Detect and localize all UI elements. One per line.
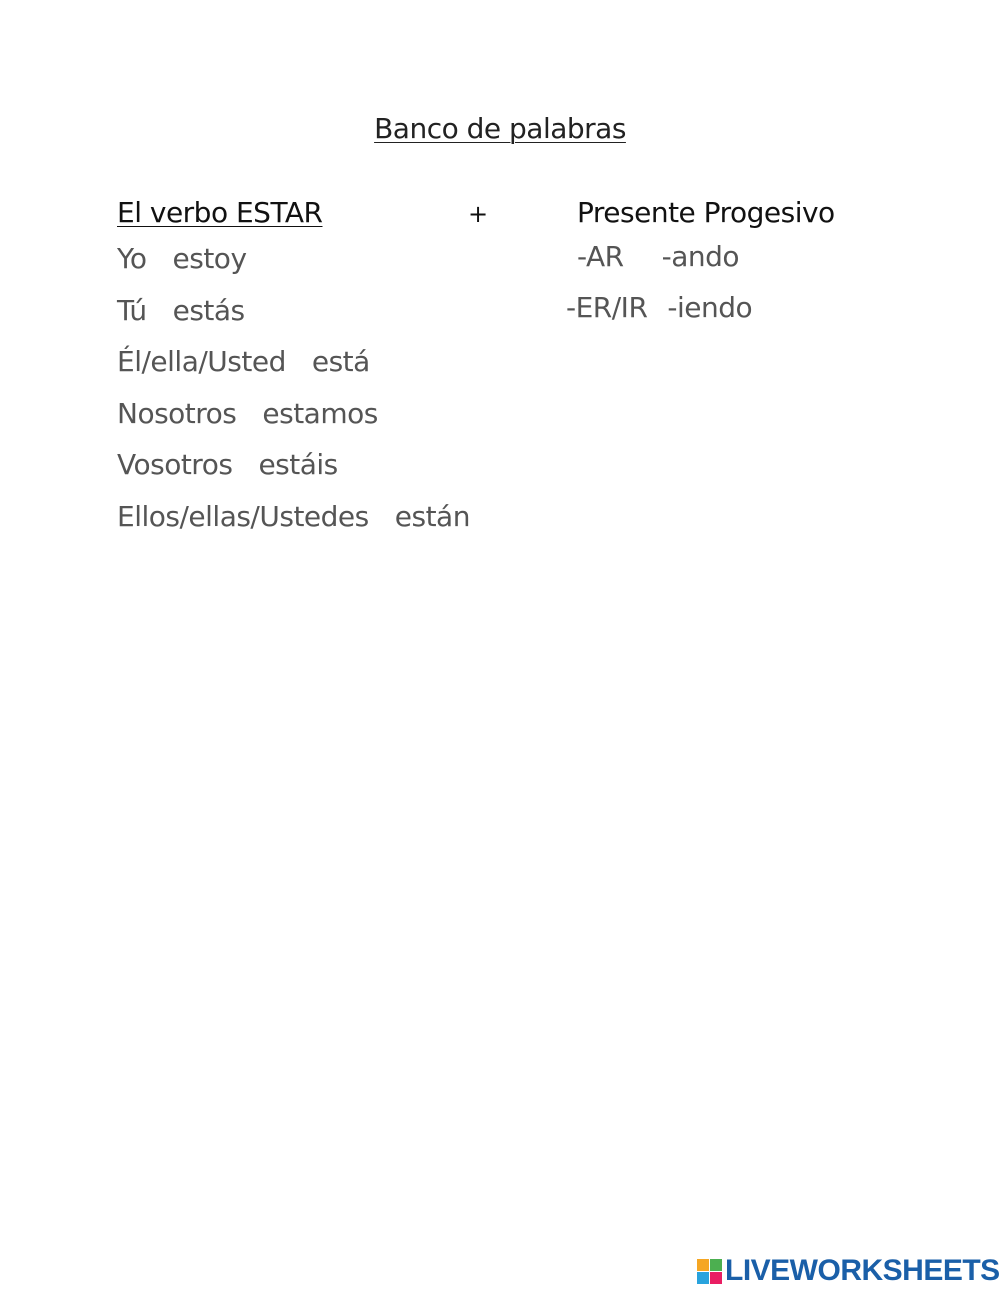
subject: Tú — [117, 293, 147, 327]
watermark-text: LIVEWORKSHEETS — [725, 1254, 1000, 1287]
estar-conjugation-list — [117, 240, 470, 550]
logo-block — [710, 1259, 722, 1271]
verb-form: estoy — [172, 242, 247, 275]
heading-estar: El verbo ESTAR — [117, 196, 323, 229]
verb-type: -AR — [577, 240, 624, 273]
conjugation-row — [117, 240, 470, 292]
conjugation-row — [117, 343, 470, 395]
ending-suffix: -iendo — [667, 291, 753, 324]
liveworksheets-logo-icon — [697, 1259, 722, 1284]
conjugation-row — [117, 292, 470, 344]
logo-block — [710, 1272, 722, 1284]
page-title: Banco de palabras — [374, 112, 626, 145]
subject: Él/ella/Usted — [117, 345, 286, 379]
verb-type: -ER/IR — [566, 291, 648, 324]
verb-form: está — [311, 345, 370, 379]
subject: Yo — [117, 242, 147, 275]
logo-block — [697, 1259, 709, 1271]
heading-presente-progresivo: Presente Progesivo — [577, 196, 835, 229]
verb-form: están — [394, 499, 470, 533]
liveworksheets-watermark — [697, 1255, 1000, 1287]
subject: Nosotros — [117, 396, 237, 430]
ending-er-ir-row — [566, 291, 752, 324]
plus-sign: + — [468, 200, 488, 228]
conjugation-row — [117, 498, 470, 550]
conjugation-row — [117, 446, 470, 498]
logo-block — [697, 1272, 709, 1284]
ending-suffix: -ando — [661, 240, 740, 273]
verb-form: estamos — [262, 396, 378, 430]
subject: Vosotros — [117, 448, 233, 482]
conjugation-row — [117, 395, 470, 447]
verb-form: estáis — [258, 448, 338, 482]
ending-ar-row — [577, 240, 739, 273]
subject: Ellos/ellas/Ustedes — [117, 499, 369, 533]
verb-form: estás — [172, 293, 245, 327]
